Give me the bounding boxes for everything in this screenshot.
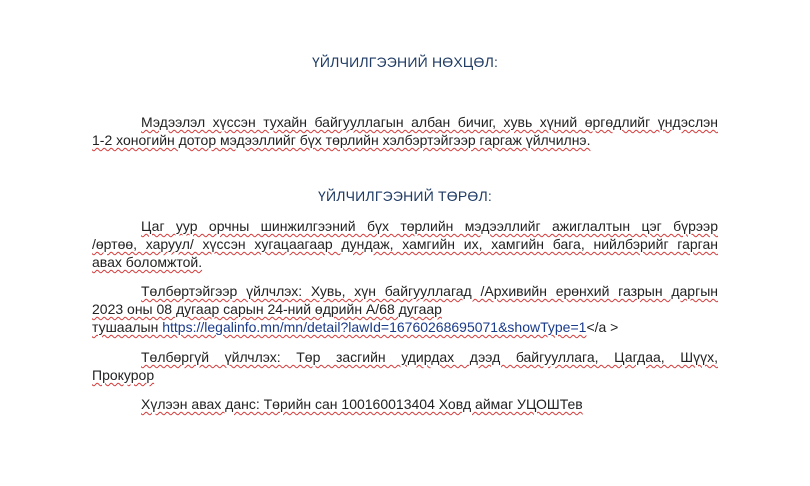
types-line-2: /өртөө, харуул/ хүссэн хугацаагаар дундаж, хамгийн их, хамгийн бага, нийлбэрийг гарган <box>92 236 718 252</box>
account-line-1: Хүлээн авах данс: Төрийн сан 100160013404 Ховд аймаг УЦОШТев <box>141 396 583 412</box>
free-line-2: Прокурор <box>92 367 155 383</box>
paragraph-free-service <box>92 348 718 384</box>
conditions-line-2: 1-2 хоногийн дотор мэдээллийг бүх төрлийн хэлбэртэйгээр гаргаж үйлчилнэ. <box>92 132 591 148</box>
paragraph-service-types <box>92 217 718 271</box>
heading-service-types: ҮЙЛЧИЛГЭЭНИЙ ТӨРӨЛ: <box>318 188 492 204</box>
conditions-line-1: Мэдээлэл хүссэн тухайн байгууллагын албан бичиг, хувь хүний өргөдлийг үндэслэн <box>141 114 718 130</box>
types-line-1: Цаг уур орчны шинжилгээний бүх төрлийн мэдээллийг ажиглалтын цэг бүрээр <box>141 218 718 234</box>
paragraph-paid-service <box>92 282 718 336</box>
heading-service-conditions: ҮЙЛЧИЛГЭЭНИЙ НӨХЦӨЛ: <box>311 54 499 70</box>
paid-line-3: тушаалын https://legalinfo.mn/mn/detail?lawId=16760268695071&showType=1</a > <box>92 319 619 335</box>
types-line-3: авах боломжтой. <box>92 254 203 270</box>
paragraph-receiving-account <box>92 395 718 413</box>
free-line-1: Төлбөргүй үйлчлэх: Төр засгийн удирдах дээд байгууллага, Цагдаа, Шүүх, <box>141 349 718 365</box>
legalinfo-link[interactable]: https://legalinfo.mn/mn/detail?lawId=16760268695071&showType=1 <box>162 319 587 335</box>
html-tail-text: </a > <box>586 319 619 335</box>
paragraph-service-conditions <box>92 113 718 149</box>
paid-line-2: 2023 оны 08 дугаар сарын 24-ний өдрийн А/68 дугаар <box>92 301 442 317</box>
paid-line-1: Төлбөртэйгээр үйлчлэх: Хувь, хүн байгууллагад /Архивийн ерөнхий газрын даргын <box>141 283 718 299</box>
